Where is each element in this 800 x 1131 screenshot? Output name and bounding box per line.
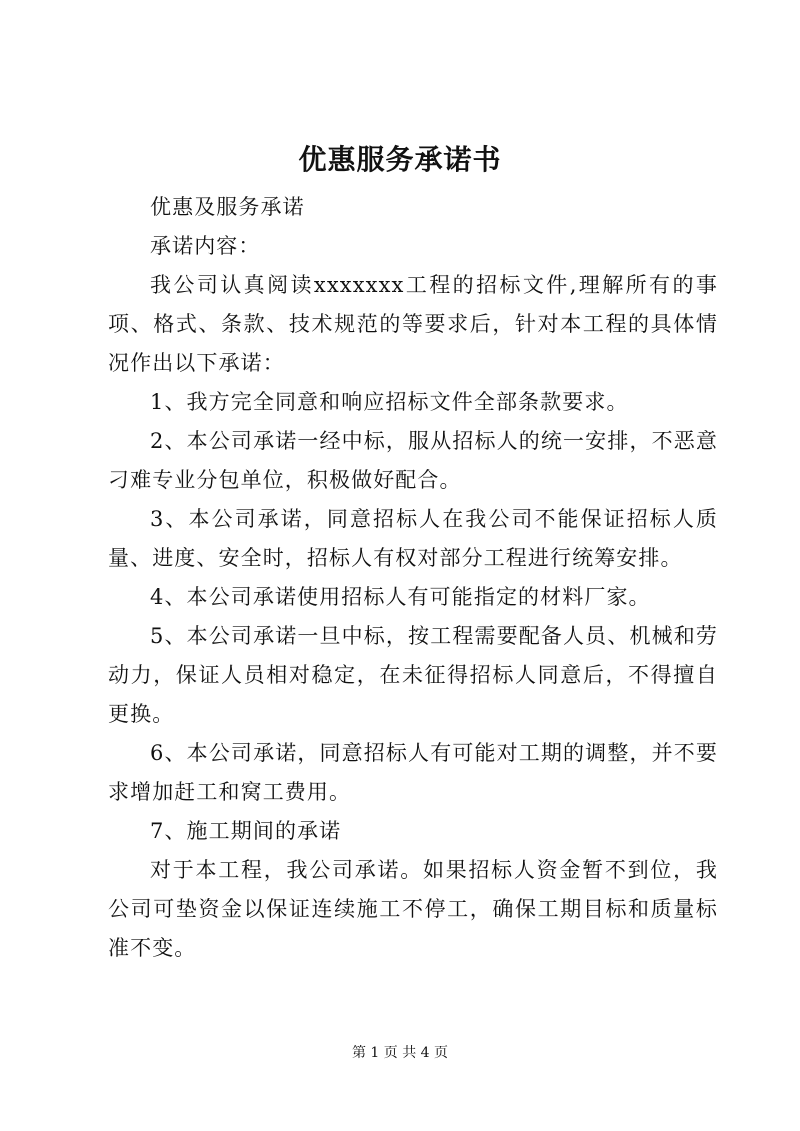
paragraph-subtitle: 优惠及服务承诺 bbox=[150, 195, 305, 219]
paragraph-closing: 对于本工程，我公司承诺。如果招标人资金暂不到位，我公司可垫资金以保证连续施工不停工，确保工期目标和质量标准不变。 bbox=[108, 858, 718, 960]
paragraph-item-2: 2、本公司承诺一经中标，服从招标人的统一安排，不恶意刁难专业分包单位，积极做好配合。 bbox=[108, 429, 718, 492]
paragraph-item-7: 7、施工期间的承诺 bbox=[150, 819, 342, 843]
paragraph-item-3: 3、本公司承诺，同意招标人在我公司不能保证招标人质量、进度、安全时，招标人有权对部分工程进行统筹安排。 bbox=[108, 507, 718, 570]
document-body bbox=[108, 188, 718, 968]
page-number-footer: 第 1 页 共 4 页 bbox=[351, 1045, 449, 1061]
paragraph-item-1: 1、我方完全同意和响应招标文件全部条款要求。 bbox=[150, 390, 629, 414]
page-title: 优惠服务承诺书 bbox=[298, 143, 502, 176]
paragraph-item-6: 6、本公司承诺，同意招标人有可能对工期的调整，并不要求增加赶工和窝工费用。 bbox=[108, 741, 718, 804]
paragraph-item-4: 4、本公司承诺使用招标人有可能指定的材料厂家。 bbox=[150, 585, 651, 609]
paragraph-content-label: 承诺内容： bbox=[150, 234, 261, 258]
paragraph-intro: 我公司认真阅读xxxxxxx工程的招标文件,理解所有的事项、格式、条款、技术规范的等要求后，针对本工程的具体情况作出以下承诺： bbox=[108, 273, 718, 375]
paragraph-item-5: 5、本公司承诺一旦中标，按工程需要配备人员、机械和劳动力，保证人员相对稳定，在未征得招标人同意后，不得擅自更换。 bbox=[108, 624, 718, 726]
